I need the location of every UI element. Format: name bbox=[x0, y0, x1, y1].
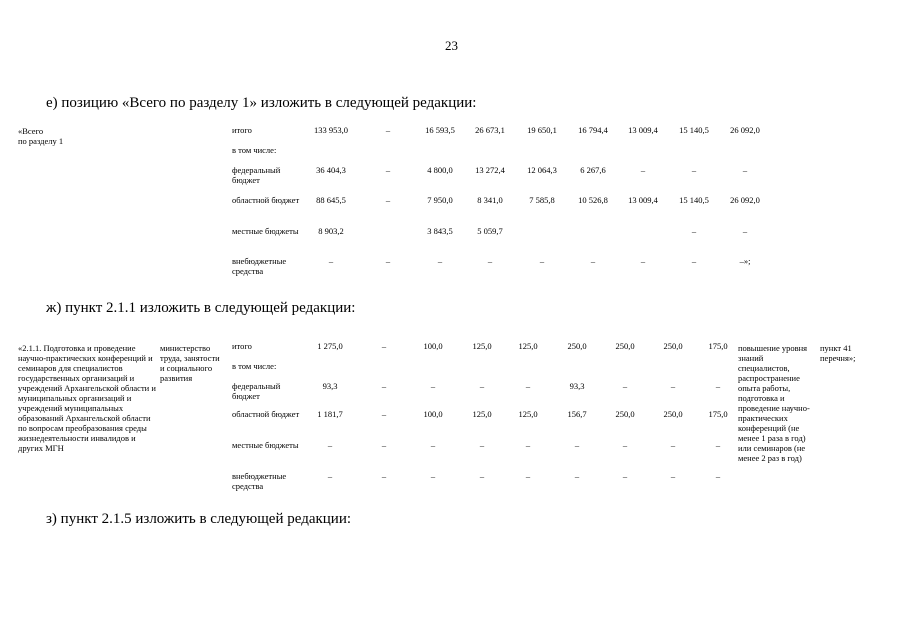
table2-cell: 93,3 bbox=[569, 381, 585, 391]
table2-cell: – bbox=[574, 471, 580, 481]
table2-cell: – bbox=[622, 471, 628, 481]
table2-description: «2.1.1. Подготовка и проведение научно-практических конференций и семинаров для специалистов государственных организаций и учреждений Архангельской области и муниципальных организаций и учреждений муниципальных образований Архангельской области по вопросам преобразования среды жизнедеятельности инвалидов и других МГН bbox=[18, 343, 156, 453]
table2-cell: – bbox=[525, 440, 531, 450]
page-number: 23 bbox=[445, 38, 458, 53]
table2-cell: – bbox=[715, 440, 721, 450]
table1-cell: – bbox=[590, 256, 596, 266]
table2-reference: пункт 41 перечня»; bbox=[820, 343, 856, 363]
table2-cell: 250,0 bbox=[663, 341, 683, 351]
table1-cell: 36 404,3 bbox=[316, 165, 346, 175]
table1-cell: – bbox=[691, 256, 697, 266]
table1-cell: 19 650,1 bbox=[527, 125, 557, 135]
table1-cell: – bbox=[640, 256, 646, 266]
table2-cell: 93,3 bbox=[322, 381, 338, 391]
table1-cell: – bbox=[640, 165, 646, 175]
table1-cell: – bbox=[385, 195, 391, 205]
table2-cell: – bbox=[381, 341, 387, 351]
table2-cell: – bbox=[327, 471, 333, 481]
table2-cell: – bbox=[479, 471, 485, 481]
table2-cell: – bbox=[430, 471, 436, 481]
table2-cell: – bbox=[670, 381, 676, 391]
table2-cell: – bbox=[381, 381, 387, 391]
table1-cell: 26 092,0 bbox=[730, 195, 760, 205]
table1-cell: 13 009,4 bbox=[628, 195, 658, 205]
table2-cell: – bbox=[574, 440, 580, 450]
table1-row-label: областной бюджет bbox=[232, 195, 300, 205]
table2-cell: – bbox=[430, 381, 436, 391]
table1-cell: 10 526,8 bbox=[578, 195, 608, 205]
table1-cell: – bbox=[385, 165, 391, 175]
table1-cell: – bbox=[328, 256, 334, 266]
table1-cell: – bbox=[385, 125, 391, 135]
table2-cell: – bbox=[670, 471, 676, 481]
table1-cell: 13 009,4 bbox=[628, 125, 658, 135]
table1-cell: – bbox=[691, 226, 697, 236]
table2-cell: – bbox=[430, 440, 436, 450]
table2-cell: 250,0 bbox=[615, 341, 635, 351]
table1-cell: 16 794,4 bbox=[578, 125, 608, 135]
table2-cell: 125,0 bbox=[518, 341, 538, 351]
table2-cell: 250,0 bbox=[615, 409, 635, 419]
table1-cell: 133 953,0 bbox=[314, 125, 348, 135]
table2-cell: 125,0 bbox=[518, 409, 538, 419]
table2-cell: – bbox=[622, 440, 628, 450]
table2-cell: 100,0 bbox=[423, 409, 443, 419]
table2-cell: 156,7 bbox=[567, 409, 587, 419]
table2-row-label: местные бюджеты bbox=[232, 440, 299, 450]
table1-cell: – bbox=[742, 165, 748, 175]
table1-row-label: итого bbox=[232, 125, 252, 135]
heading-e: е) позицию «Всего по разделу 1» изложить в следующей редакции: bbox=[46, 95, 477, 111]
table2-cell: 1 181,7 bbox=[317, 409, 343, 419]
table1-cell: 6 267,6 bbox=[580, 165, 606, 175]
table1-row-label: федеральный бюджет bbox=[232, 165, 281, 185]
table1-cell: 5 059,7 bbox=[477, 226, 503, 236]
table1-cell: 15 140,5 bbox=[679, 195, 709, 205]
table2-row-label: областной бюджет bbox=[232, 409, 300, 419]
table2-cell: 1 275,0 bbox=[317, 341, 343, 351]
table1-cell: 26 673,1 bbox=[475, 125, 505, 135]
table1-cell: – bbox=[742, 226, 748, 236]
table1-row-label: внебюджетные средства bbox=[232, 256, 287, 276]
heading-zh: ж) пункт 2.1.1 изложить в следующей редакции: bbox=[46, 300, 356, 316]
table1-cell: 7 585,8 bbox=[529, 195, 555, 205]
table1-cell: 15 140,5 bbox=[679, 125, 709, 135]
table1-row-label: в том числе: bbox=[232, 145, 277, 155]
table2-cell: – bbox=[381, 440, 387, 450]
table1-cell: 26 092,0 bbox=[730, 125, 760, 135]
table1-label-line1: «Всего bbox=[18, 126, 44, 136]
table2-cell: – bbox=[525, 471, 531, 481]
table2-result: повышение уровня знаний специалистов, распространение опыта работы, подготовка и проведение научно-практических конференций (не менее 1 раза в год) или семинаров (не менее 2 раз в год) bbox=[738, 343, 810, 463]
table2-row-label: внебюджетные средства bbox=[232, 471, 287, 491]
table2-cell: – bbox=[381, 409, 387, 419]
table2-executor: министерство труда, занятости и социального развития bbox=[160, 343, 220, 383]
table2-row-label: итого bbox=[232, 341, 252, 351]
table2-cell: – bbox=[479, 440, 485, 450]
table1-cell: – bbox=[487, 256, 493, 266]
table2-cell: 100,0 bbox=[423, 341, 443, 351]
table1-cell: 12 064,3 bbox=[527, 165, 557, 175]
table2-row-label: федеральный бюджет bbox=[232, 381, 281, 401]
table1-cell: 13 272,4 bbox=[475, 165, 505, 175]
table1-cell: 3 843,5 bbox=[427, 226, 453, 236]
table1-cell: – bbox=[437, 256, 443, 266]
table2-cell: 175,0 bbox=[708, 409, 728, 419]
table1-cell: – bbox=[691, 165, 697, 175]
table1-cell: 8 341,0 bbox=[477, 195, 503, 205]
table2-cell: – bbox=[622, 381, 628, 391]
table2-cell: – bbox=[670, 440, 676, 450]
table1-cell: 4 800,0 bbox=[427, 165, 453, 175]
table1-row-label: местные бюджеты bbox=[232, 226, 299, 236]
table1-cell: –»; bbox=[739, 256, 751, 266]
table2-cell: – bbox=[715, 381, 721, 391]
table2-cell: – bbox=[525, 381, 531, 391]
table1-cell: – bbox=[539, 256, 545, 266]
table2-cell: 250,0 bbox=[567, 341, 587, 351]
table2-cell: – bbox=[479, 381, 485, 391]
table1-cell: 16 593,5 bbox=[425, 125, 455, 135]
table2-cell: – bbox=[327, 440, 333, 450]
table2-cell: 250,0 bbox=[663, 409, 683, 419]
table1-cell: 88 645,5 bbox=[316, 195, 346, 205]
table1-cell: – bbox=[385, 256, 391, 266]
table1-label-line2: по разделу 1 bbox=[18, 136, 64, 146]
heading-z: з) пункт 2.1.5 изложить в следующей редакции: bbox=[46, 511, 352, 527]
table2-cell: 125,0 bbox=[472, 341, 492, 351]
table2-cell: – bbox=[715, 471, 721, 481]
table2-cell: 175,0 bbox=[708, 341, 728, 351]
table1-cell: 8 903,2 bbox=[318, 226, 344, 236]
table2-row-label: в том числе: bbox=[232, 361, 277, 371]
table2-cell: 125,0 bbox=[472, 409, 492, 419]
table2-cell: – bbox=[381, 471, 387, 481]
table1-cell: 7 950,0 bbox=[427, 195, 453, 205]
